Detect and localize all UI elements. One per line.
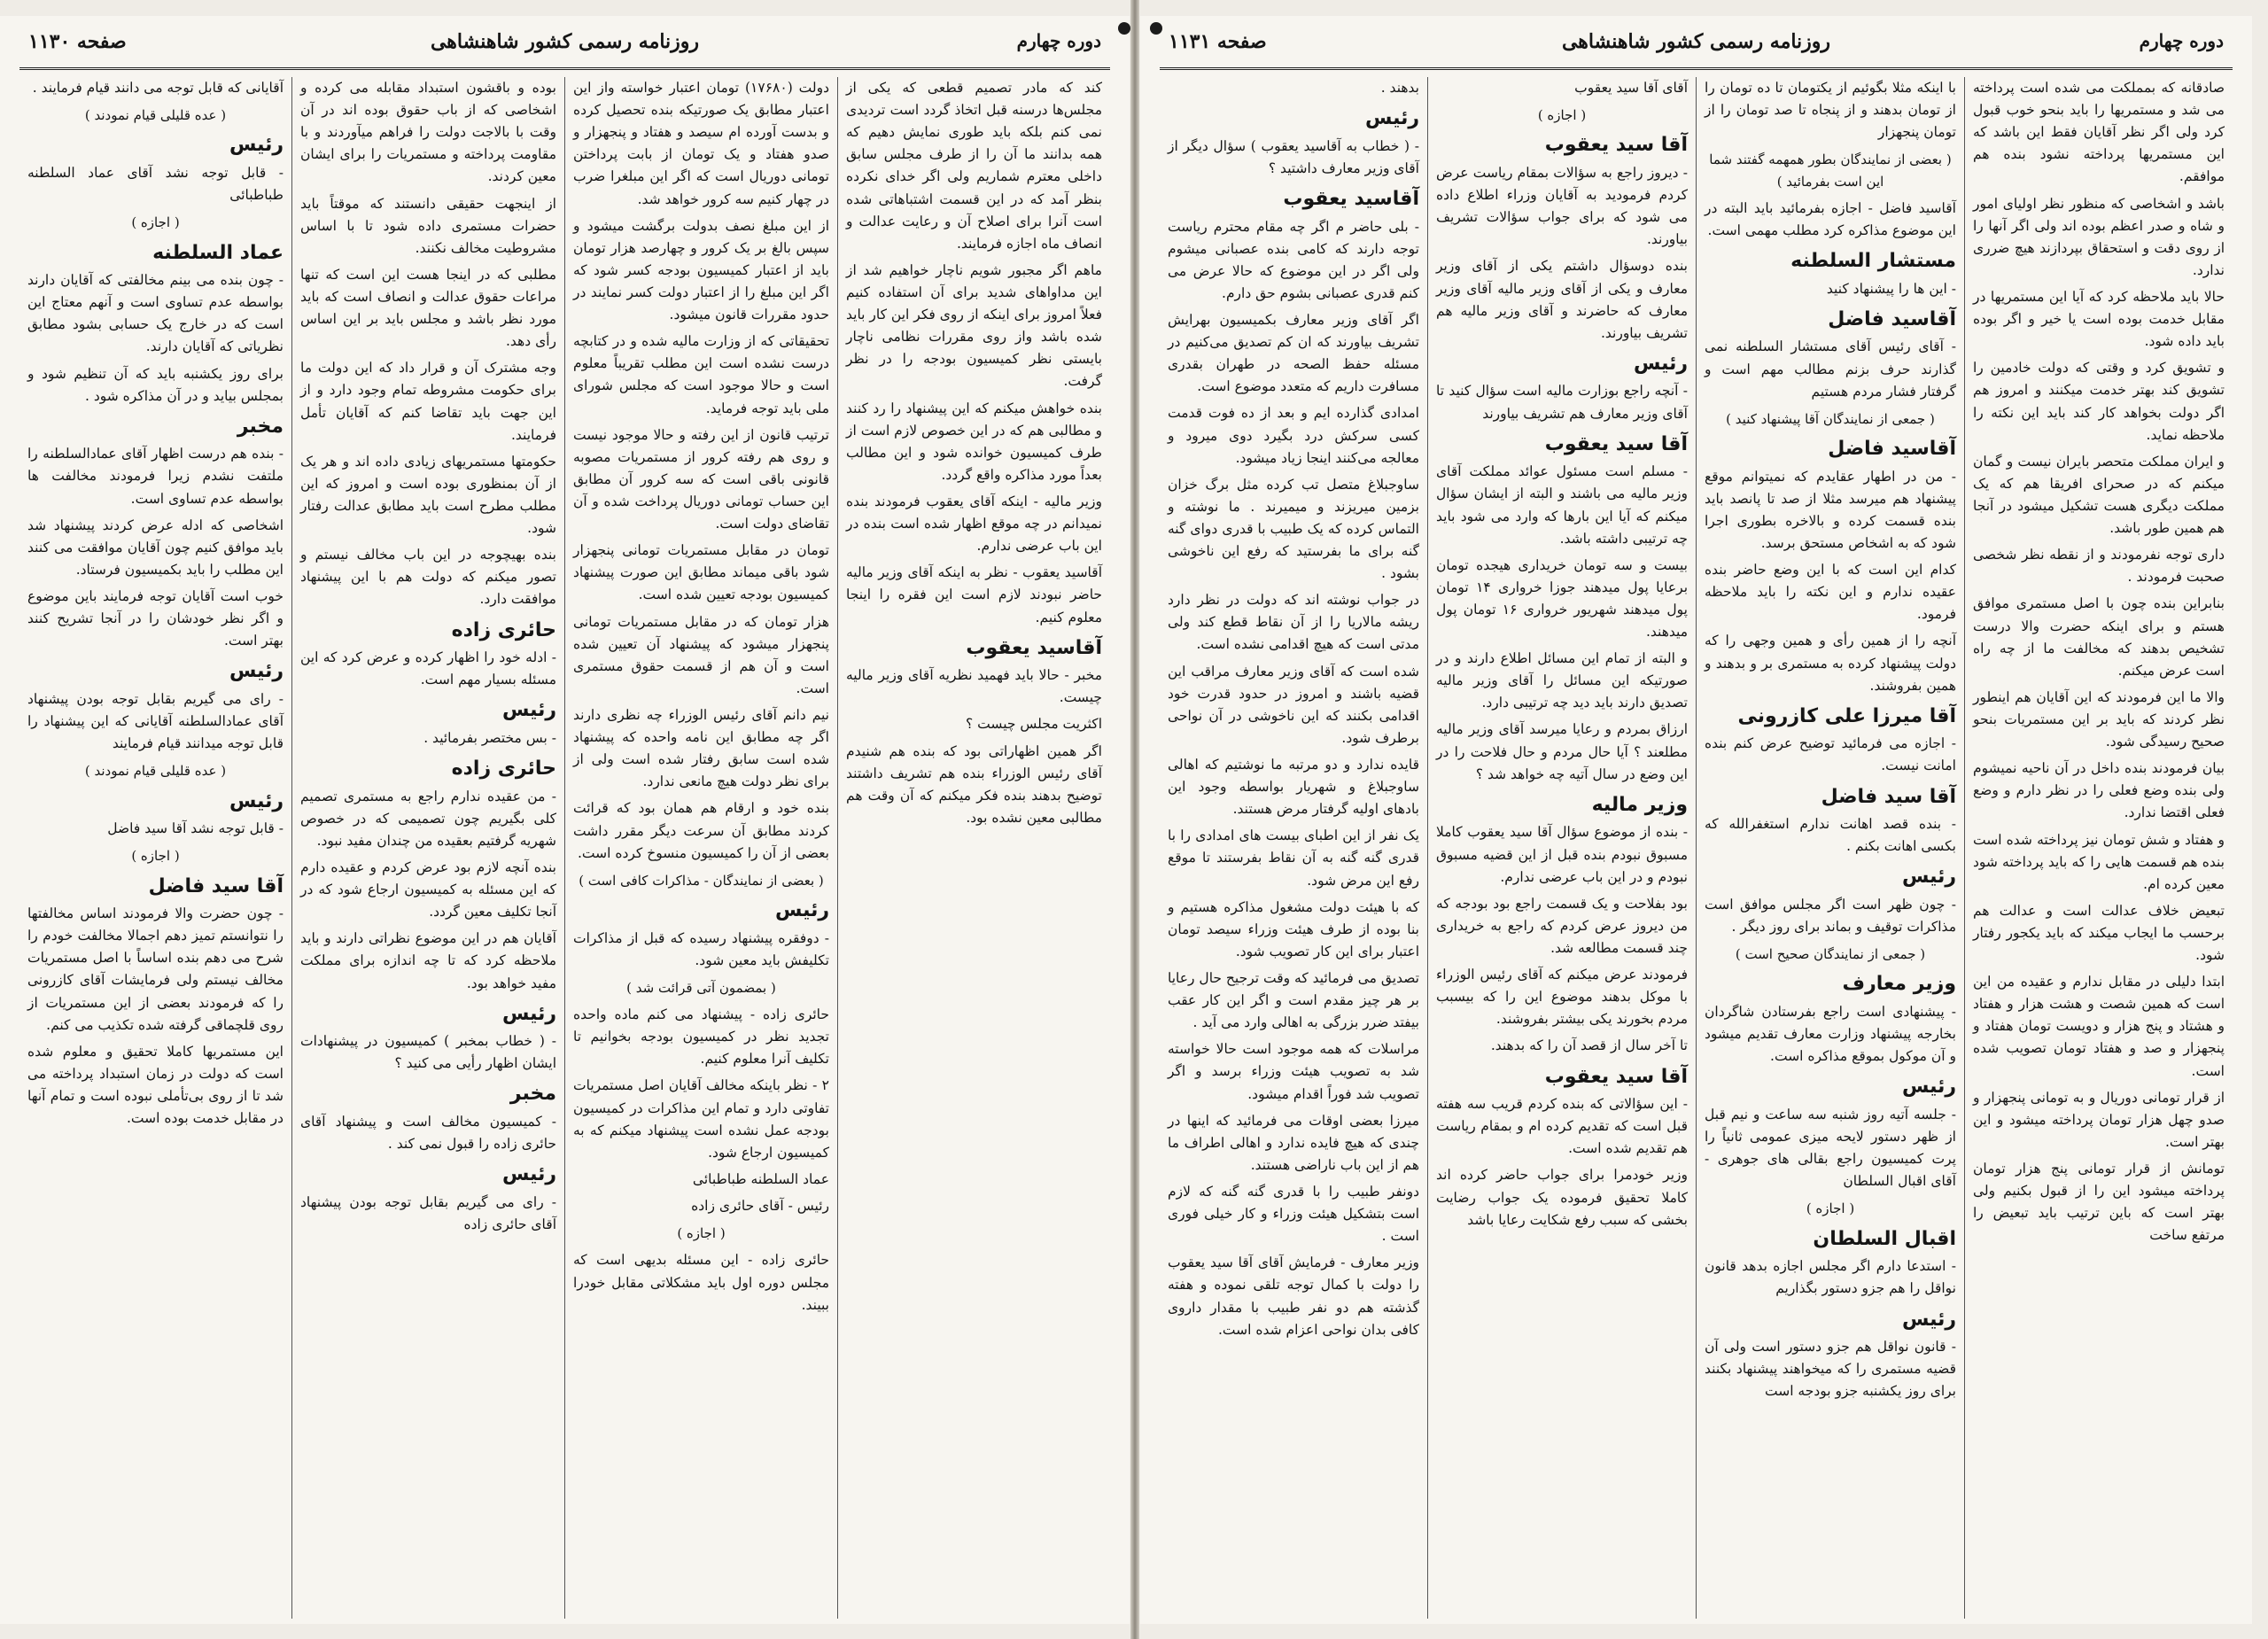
- paragraph: ساوجبلاغ متصل تب کرده مثل برگ خزان بزمین میریزند و میمیرند . ما نوشته و التماس کرده که یک طبیب با قدری دوای گنه گنه برای ما بفرستید که رفع این ناخوشی بشود .: [1168, 476, 1419, 582]
- speaker-name: آقا سید فاضل: [148, 874, 284, 897]
- speaker-name: رئیس: [1633, 352, 1688, 375]
- header-title: روزنامه رسمی کشور شاهنشاهی: [430, 30, 700, 53]
- paragraph: آقاسید فاضل - اجازه بفرمائید باید البته در این موضوع مذاکره کرد مطلب مهمی است.: [1705, 199, 1956, 239]
- paragraph: مراسلات که همه موجود است حالا خواسته شد به تصویب هیئت وزراء برسد و اگر تصویب شد فوراً اقدام میشود.: [1168, 1041, 1419, 1102]
- paragraph: هزار تومان که در مقابل مستمریات تومانی پنجهزار میشود که پیشنهاد آن تعیین شده است و آن هم از قسمت حقوق مستمری است.: [573, 613, 829, 696]
- paragraph: و البته از تمام این مسائل اطلاع دارند و در صورتیکه این مسائل را آقای وزیر مالیه تصدیق دارند باید دید چه ترتیبی دارد.: [1436, 650, 1688, 711]
- paragraph: - جلسه آتیه روز شنبه سه ساعت و نیم قبل از ظهر دستور لایحه میزی عمومی ثانیاً را پرت کمیسیون راجع بقالی های جوهری - آقای اقبال السلطان: [1705, 1107, 1956, 1190]
- paragraph: از قرار تومانی دوریال و به تومانی پنجهزار و صدو چهل هزار تومان پرداخته میشود و این بهتر است.: [1973, 1089, 2225, 1150]
- stage-direction: ( اجازه ): [677, 1225, 726, 1242]
- stage-direction: ( بعضی از نمایندگان بطور همهمه گفتند شما این است بفرمائید ): [1709, 151, 1952, 190]
- paragraph: - ادله خود را اظهار کرده و عرض کرد که این مسئله بسیار مهم است.: [300, 649, 556, 688]
- page-header: [1160, 16, 2233, 70]
- paragraph: تحقیقاتی که از وزارت مالیه شده و در کتابچه درست نشده است این مطلب تقریباً معلوم است و حالا موجود است که مجلس شورای ملی باید توجه فرماید.: [573, 333, 829, 416]
- paragraph: بنده بهیچوجه در این باب مخالف نیستم و تصور میکنم که دولت هم با این پیشنهاد موافقت دارد.: [300, 547, 556, 608]
- speaker-name: مستشار السلطنه: [1790, 250, 1956, 273]
- paragraph: - چون ظهر است اگر مجلس موافق است مذاکرات توقیف و بماند برای روز دیگر .: [1705, 896, 1956, 936]
- speaker-name: آقا سید یعقوب: [1544, 1065, 1688, 1088]
- stage-direction: ( عده قلیلی قیام نمودند ): [84, 763, 227, 780]
- paragraph: شده است که آقای وزیر معارف مراقب این قضیه باشند و امروز در حدود قدرت خود اقدامی بکنند که این ناخوشی در آن نواحی برطرف شود.: [1168, 663, 1419, 746]
- text-column: [19, 77, 291, 1619]
- paragraph: ابتدا دلیلی در مقابل ندارم و عقیده من این است که همین شصت و هشت هزار و هفتاد و هشتاد و پنج هزار و دویست تومان هفتاد و پنجهزار و صد و هفتاد تومان تصویب شده است.: [1973, 974, 2225, 1079]
- text-column: [1964, 77, 2233, 1619]
- paragraph: حکومتها مستمریهای زیادی داده اند و هر یک از آن بمنظوری بوده است و امروز که این مطلب مطرح است باید مطابق عدالت رفتار شود.: [300, 453, 556, 537]
- paragraph: بدهند .: [1380, 80, 1419, 96]
- speaker-name: آقا سید یعقوب: [1544, 432, 1688, 455]
- left-page: [1140, 16, 2252, 1624]
- speaker-name: رئیس: [229, 789, 284, 812]
- paragraph: در جواب نوشته اند که دولت در نظر دارد ریشه مالاریا را از آن نقاط قطع کند ولی مدتی است که هیچ اقدامی نشده است.: [1168, 592, 1419, 653]
- stage-direction: ( عده قلیلی قیام نمودند ): [84, 107, 227, 124]
- paragraph: حالا باید ملاحظه کرد که آیا این مستمریها در مقابل خدمت بوده است یا خیر و اگر بوده باید داده شود.: [1973, 288, 2225, 350]
- header-page-number: صفحه ۱۱۳۰: [28, 30, 127, 53]
- paragraph: بنده خواهش میکنم که این پیشنهاد را رد کنند و مطالبی هم که در این خصوص لازم است از طرف کمیسیون خوانده شود و این مطالب بعداً مورد مذاکره واقع گردد.: [846, 400, 1102, 483]
- speaker-name: آقا میرزا علی کازرونی: [1737, 704, 1956, 727]
- stage-direction: ( بعضی از نمایندگان - مذاکرات کافی است ): [579, 872, 824, 889]
- paragraph: آقای آقا سید یعقوب: [1574, 80, 1688, 96]
- text-column: [1160, 77, 1427, 1619]
- text-column: [837, 77, 1110, 1619]
- paragraph: - اجازه می فرمائید توضیح عرض کنم بنده امانت نیست.: [1705, 735, 1956, 774]
- paragraph: بیست و سه تومان خریداری هیجده تومان برعایا پول میدهند جوزا خرواری ۱۴ تومان پول میدهند شهریور خرواری ۱۶ تومان پول میدهند.: [1436, 556, 1689, 641]
- paragraph: - بلی حاضر م اگر چه مقام محترم ریاست توجه دارند که کامی بنده عصبانی میشوم ولی اگر در این موضوع که حالا عرض می کنم قدری عصبانی بشوم حق دارم.: [1168, 218, 1419, 301]
- paragraph: که با هیئت دولت مشغول مذاکره هستیم و بنا بوده از طرف هیئت وزراء سیصد تومان اعتبار برای این کار تصویب شود.: [1168, 898, 1419, 959]
- paragraph: باشد و اشخاصی که منظور نظر اولیای امور و شاه و صدر اعظم بوده اند ولی اگر آنها را از روی دقت و استحقاق بپردازند هیچ ضرری ندارد.: [1973, 195, 2225, 278]
- header-edition: دوره چهارم: [2139, 30, 2224, 51]
- speaker-name: عماد السلطنه: [152, 241, 284, 264]
- paragraph: فرمودند عرض میکنم که آقای رئیس الوزراء با موکل بدهند موضوع این را که بیسبب مردم بخورند یکی بیشتر بفروشند.: [1436, 967, 1688, 1028]
- paragraph: آقاسید یعقوب - نظر به اینکه آقای وزیر مالیه حاضر نبودند لازم است این فقره را اینجا معلوم کنیم.: [846, 564, 1102, 625]
- paragraph: - استدعا دارم اگر مجلس اجازه بدهد قانون نواقل را هم جزو دستور بگذاریم: [1705, 1258, 1956, 1297]
- paragraph: - بنده هم درست اظهار آقای عمادالسلطنه را ملتفت نشدم زیرا فرمودند مخالفت ها بواسطه عدم تساوی است.: [27, 446, 284, 507]
- paragraph: حائری زاده - پیشنهاد می کنم ماده واحده تجدید نظر در کمیسیون بودجه بخوانیم تا تکلیف آنرا معلوم کنیم.: [573, 1006, 829, 1068]
- speaker-name: آقاسید فاضل: [1828, 438, 1956, 461]
- binding-hole: [1150, 22, 1162, 35]
- paragraph: - پیشنهادی است راجع بفرستادن شاگردان بخارجه پیشنهاد وزارت معارف تقدیم میشود و آن موکول بموقع مذاکره است.: [1705, 1004, 1956, 1065]
- binding-hole: [1118, 22, 1130, 35]
- stage-direction: ( اجازه ): [131, 214, 180, 231]
- paragraph: - بس مختصر بفرمائید .: [423, 729, 556, 746]
- paragraph: - من عقیده ندارم راجع به مستمری تصمیم کلی بگیریم چون تصمیمی که در خصوص شهریه گرفتیم بعقیده من چندان مفید نبود.: [300, 788, 556, 849]
- paragraph: از اینجهت حقیقی دانستند که موقتاً باید حضرات مستمری داده شود تا با اساس مشروطیت مخالف نکنند.: [300, 195, 556, 256]
- paragraph: ۲ - نظر باینکه مخالف آقایان اصل مستمریات تفاوتی دارد و تمام این مذاکرات در کمیسیون بودجه عمل نشده است پیشنهاد میکنم که به کمیسیون ارجاع شود.: [573, 1077, 829, 1161]
- header-edition: دوره چهارم: [1016, 30, 1101, 51]
- header-page-number: صفحه ۱۱۳۱: [1169, 30, 1267, 53]
- paragraph: و هفتاد و شش تومان نیز پرداخته شده است بنده هم قسمت هایی را که باید پرداخته شود معین کرده ام.: [1973, 831, 2225, 892]
- paragraph: بوده و باقشون استبداد مقابله می کرده و اشخاصی که از باب حقوق بوده اند در آن وقت با بالاجت دولت را فراهم میآوردند و با مقاومت پرداخته و مستمریات را برای ایشان معین کردند.: [300, 80, 556, 185]
- paragraph: خوب است آقایان توجه فرمایند باین موضوع و اگر نظر خودشان را در آنجا تشریح کنند بهتر است.: [27, 588, 284, 649]
- paragraph: امدادی گذارده ایم و بعد از ده فوت قدمت کسی سرکش درد بگیرد دوی میرود و معالجه می‌کنند اینجا زیاد میشود.: [1168, 405, 1419, 466]
- speaker-name: رئیس: [229, 660, 284, 683]
- speaker-name: اقبال السلطان: [1813, 1227, 1956, 1250]
- paragraph: - قابل توجه نشد آقا سید فاضل: [107, 820, 284, 837]
- paragraph: اگر همین اظهاراتی بود که بنده هم شنیدم آقای رئیس الوزراء بنده هم تشریف داشتند توضیح بدهند بنده فکر میکنم که آن وقت هم مطالبی معین نشده بود.: [846, 742, 1102, 826]
- speaker-name: آقاسید فاضل: [1828, 307, 1956, 330]
- speaker-name: رئیس: [1901, 866, 1956, 889]
- paragraph: اشخاصی که ادله عرض کردند پیشنهاد شد باید موافق کنیم چون آقایان موافقت می کنند این مطلب را باید بکمیسیون فرستاد.: [27, 517, 284, 578]
- text-columns: [1160, 77, 2233, 1619]
- paragraph: تومان در مقابل مستمریات تومانی پنجهزار شود باقی میماند مطابق این صورت پیشنهاد کمیسیون بودجه تعیین شده است.: [573, 542, 829, 603]
- speaker-name: آقاسید یعقوب: [966, 636, 1102, 659]
- paragraph: ترتیب قانون از این رفته و حالا موجود نیست و روی هم رفته کرور از مستمریات مصوبه قانونی باقی است که سه کرور آن مطابق این حساب تومانی دوریال پرداخت شده و آن تقاضای دولت است.: [573, 426, 829, 532]
- paragraph: وزیر مالیه - اینکه آقای یعقوب فرمودند بنده نمیدانم در چه موقع اظهار شده است بنده در این باب عرضی ندارم.: [846, 493, 1102, 555]
- paragraph: بنده آنچه لازم بود عرض کردم و عقیده دارم که این مسئله به کمیسیون ارجاع شود که در آنجا تکلیف معین گردد.: [300, 858, 556, 920]
- right-page: [0, 16, 1130, 1624]
- paragraph: - این سؤالاتی که بنده کردم قریب سه هفته قبل است که تقدیم کرده ام و بمقام ریاست هم تقدیم شده است.: [1436, 1096, 1688, 1157]
- paragraph: دولت (۱۷۶۸۰) تومان اعتبار خواسته واز این اعتبار مطابق یک صورتیکه بنده تحصیل کرده و بدست آورده ام سیصد و هفتاد و پنجهزار و صدو هفتاد و یک تومان از بابت پرداختن تومانی دوریال است که اگر این مبلغرا ضرب در چهار کنیم سه کرور خواهد شد.: [573, 80, 829, 207]
- paragraph: والا ما این فرمودند که این آقایان هم اینطور نظر کردند که باید بر این مستمریات بنحو صحیح رسیدگی شود.: [1973, 688, 2225, 750]
- paragraph: - بنده قصد اهانت ندارم استغفرالله که بکسی اهانت بکنم .: [1705, 816, 1956, 855]
- paragraph: تا آخر سال از قصد آن را که بدهند.: [1490, 1037, 1688, 1054]
- text-column: [1427, 77, 1696, 1619]
- speaker-name: رئیس: [501, 1002, 556, 1025]
- paragraph: تومانش از قرار تومانی پنج هزار تومان پرداخته میشود این را از قبول بکنیم ولی بهتر است که باین ترتیب باید تبعیض را مرتفع ساخت: [1973, 1161, 2225, 1244]
- paragraph: وزیر خودمرا برای جواب حاضر کرده اند کاملا تحقیق فرموده یک جواب رضایت بخشی که سبب رفع شکایت رعایا باشد: [1436, 1167, 1688, 1228]
- text-column: [564, 77, 837, 1619]
- speaker-name: مخبر: [237, 415, 284, 438]
- speaker-name: آقا سید فاضل: [1821, 785, 1956, 808]
- paragraph: رئیس - آقای حائری زاده: [691, 1198, 829, 1214]
- paragraph: - آقای رئیس آقای مستشار السلطنه نمی گذارند حرف بزنم مطالب مهم است و گرفتار فشار مردم هستیم: [1705, 338, 1956, 400]
- paragraph: این مستمریها کاملا تحقیق و معلوم شده است که دولت در زمان استبداد پرداخته می شد تا از روی بی‌تأملی نبوده است و تمام آنها در مقابل خدمت بوده است.: [27, 1043, 284, 1127]
- paragraph: کدام این است که با این وضع حاضر بنده عقیده ندارم و این نکته را باید ملاحظه فرمود.: [1705, 562, 1956, 623]
- paragraph: - رای می گیریم بقابل توجه بودن پیشنهاد آقای حائری زاده: [300, 1193, 556, 1232]
- paragraph: بیان فرمودند بنده داخل در آن ناحیه نمیشوم ولی بنده وضع فعلی را در نظر دارم و وضع فعلی اقتضا ندارد.: [1973, 760, 2225, 821]
- stage-direction: ( بمضمون آتی قرائت شد ): [626, 979, 776, 996]
- paragraph: - قانون نواقل هم جزو دستور است ولی آن قضیه مستمری را که میخواهند پیشنهاد بکنند برای روز یکشنبه جزو بودجه است: [1705, 1339, 1956, 1400]
- paragraph: برای روز یکشنبه باید که آن تنظیم شود و بمجلس بیاید و در آن مذاکره شود .: [27, 365, 284, 404]
- paragraph: حائری زاده - این مسئله بدیهی است که مجلس دوره اول باید مشکلاتی مقابل خودرا ببیند.: [573, 1252, 829, 1313]
- paragraph: - مسلم است مسئول عوائد مملکت آقای وزیر مالیه می باشند و البته از ایشان سؤال میکنم که آیا این بارها که وارد می شود باید چه ترتیبی داشته باشد.: [1436, 463, 1688, 547]
- paragraph: تصدیق می فرمائید که وقت ترجیح حال رعایا بر هر چیز مقدم است و اگر این کار عقب بیفتد ضرر بزرگی به اهالی وارد می آید .: [1168, 970, 1419, 1031]
- paragraph: از این مبلغ نصف بدولت برگشت میشود و سپس بالغ بر یک کرور و چهارصد هزار تومان باید از اعتبار کمیسیون بودجه کسر شود که اگر این مبلغ را از اعتبار دولت کسر نمایند در حدود مقررات قانون میشود.: [573, 217, 829, 323]
- paragraph: بنده دوسؤال داشتم یکی از آقای وزیر معارف و یکی از آقای وزیر مالیه آقای وزیر معارف که حاضرند و آقای وزیر مالیه هم تشریف بیاورند.: [1436, 258, 1688, 341]
- speaker-name: وزیر معارف: [1842, 973, 1956, 996]
- paragraph: با اینکه مثلا بگوئیم از یکتومان تا ده تومان را از تومان بدهند و از پنجاه تا صد تومان را از تومان پنجهزار: [1705, 80, 1956, 141]
- stage-direction: ( اجازه ): [131, 848, 180, 865]
- paragraph: بنابراین بنده چون با اصل مستمری موافق هستم و برای اینکه حضرت والا درست تشخیص بدهند که مخالفت ما از چه راه است عرض میکنم.: [1973, 595, 2225, 679]
- speaker-name: رئیس: [1901, 1076, 1956, 1099]
- stage-direction: ( جمعی از نمایندگان آقا پیشنهاد کنید ): [1726, 410, 1935, 427]
- text-column: [291, 77, 564, 1619]
- paragraph: آقایان هم در این موضوع نظراتی دارند و باید ملاحظه کرد که تا چه اندازه برای مملکت مفید خواهد بود.: [300, 930, 556, 991]
- speaker-name: حائری زاده: [451, 618, 556, 641]
- paragraph: - کمیسیون مخالف است و پیشنهاد آقای حائری زاده را قبول نمی کند .: [300, 1114, 556, 1153]
- paragraph: - بنده از موضوع سؤال آقا سید یعقوب کاملا مسبوق نبودم بنده قبل از این قضیه مسبوق نبودم و در این باب عرضی ندارم.: [1436, 824, 1688, 885]
- speaker-name: رئیس: [774, 899, 829, 922]
- paragraph: و تشویق کرد و وقتی که دولت خادمین را تشویق کند بهتر خدمت میکنند و امروز هم اگر دولت بخواهد کار کند باید این نکته را ملاحظه نماید.: [1973, 360, 2225, 443]
- paragraph: - این ها را پیشنهاد کنید: [1826, 280, 1956, 297]
- paragraph: داری توجه نفرمودند و از نقطه نظر شخصی صحبت فرمودند .: [1973, 547, 2225, 586]
- paragraph: ماهم اگر مجبور شویم ناچار خواهیم شد از این مداواهای شدید برای آن استفاده کنیم فعلاً امروز برای اینکه از روی فکر این کار باید شده باشد واز روی مقررات نظامی ناچار بایستی نظر کمیسیون بودجه را در نظر گرفت.: [846, 261, 1102, 390]
- speaker-name: آقاسید یعقوب: [1283, 187, 1419, 210]
- stage-direction: ( اجازه ): [1537, 107, 1587, 124]
- paragraph: ارزاق بمردم و رعایا میرسد آقای وزیر مالیه مطلعند ؟ آیا حال مردم و حال فلاحت را در این وضع در سال آتیه چه خواهد شد ؟: [1436, 721, 1688, 782]
- speaker-name: رئیس: [1364, 107, 1419, 130]
- paragraph: اگر آقای وزیر معارف بکمیسیون بهرایش تشریف بیاورند که ان کم تصدیق می‌کنیم در مسئله حفظ الصحه در طهران بقدری مسافرت داریم که متعدد موضوع است.: [1168, 311, 1419, 395]
- paragraph: - آنچه راجع بوزارت مالیه است سؤال کنید تا آقای وزیر معارف هم تشریف بیاورند: [1436, 383, 1688, 422]
- paragraph: دونفر طبیب را با قدری گنه گنه که لازم است بتشکیل هیئت وزراء و کار خیلی فوری است .: [1168, 1184, 1419, 1245]
- paragraph: - چون حضرت والا فرمودند اساس مخالفتها را نتوانستم تمیز دهم اجمالا مخالفت خودم را شرح می دهم بنده اساساً با اصل مستمریات مخالف نیستم ولی فرمایشات آقای کازرونی را که فرمودند بعضی از این مستمریات از روی قلچماقی گرفته شده تکذیب می کنم.: [27, 905, 284, 1033]
- paragraph: و ایران مملکت متحصر بایران نیست و گمان میکنم که در صحرای افریقا هم که یک مملکت دیگری هست تشکیل میشود در آنجا هم همین طور باشد.: [1973, 453, 2225, 537]
- paragraph: نیم دانم آقای رئیس الوزراء چه نظری دارند اگر چه مطابق این نامه واحده که پیشنهاد شده است سابق رفتار شده است ولی از برای نظر دولت هیچ مانعی ندارد.: [573, 706, 829, 790]
- speaker-name: رئیس: [1901, 1308, 1956, 1331]
- paragraph: کند که مادر تصمیم قطعی که یکی از مجلس‌ها درسنه قبل اتخاذ گردد است تردیدی نمی کنم بلکه باید طوری نمایش دهیم که همه بدانند ما آن را از طرف مجلس سابق داخلی معترم شماریم ولی اگر خدای نکرده بنظر آمد که در این قسمت اشتباهاتی شده است آنرا برای اصلاح آن و رعایت عدالت و انصاف ماه اجازه فرمایند.: [846, 80, 1102, 252]
- paragraph: تبعیض خلاف عدالت است و عدالت هم برحسب ما ایجاب میکند که باید یکجور رفتار شود.: [1973, 902, 2225, 964]
- paragraph: عماد السلطنه طباطبائی: [692, 1170, 829, 1187]
- paragraph: مطلبی که در اینجا هست این است که تنها مراعات حقوق عدالت و انصاف است که باید مورد نظر باشد و مجلس باید بر این اساس رأی دهد.: [300, 266, 556, 350]
- paragraph: مخبر - حالا باید فهمید نظریه آقای وزیر مالیه چیست.: [846, 667, 1102, 706]
- paragraph: - دوفقره پیشنهاد رسیده که قبل از مذاکرات تکلیفش باید معین شود.: [573, 929, 829, 968]
- header-title: روزنامه رسمی کشور شاهنشاهی: [1561, 30, 1831, 53]
- paragraph: - دیروز راجع به سؤالات بمقام ریاست عرض کردم فرمودید به آقایان وزراء اطلاع داده می شود که برای جواب سؤالات تشریف بیاورند.: [1436, 165, 1688, 248]
- speaker-name: رئیس: [501, 1163, 556, 1186]
- paragraph: - ( خطاب به آقاسید یعقوب ) سؤال دیگر از آقای وزیر معارف داشتید ؟: [1168, 137, 1419, 176]
- paragraph: قایده ندارد و دو مرتبه ما نوشتیم که اهالی ساوجبلاغ و شهریار بواسطه وجود این بادهای اولیه گرفتار مرض هستند.: [1168, 757, 1419, 818]
- paragraph: وزیر معارف - فرمایش آقای آقا سید یعقوب را دولت با کمال توجه تلقی نموده و هفته گذشته هم دو نفر طبیب با مقدار داروی کافی بدان نواحی اعزام شده است.: [1168, 1254, 1419, 1338]
- paragraph: وجه مشترک آن و قرار داد که این دولت ما برای حکومت مشروطه تمام وجود دارد و از این جهت باید تقاضا کنم که آقایان تأمل فرمایند.: [300, 360, 556, 443]
- speaker-name: حائری زاده: [451, 757, 556, 781]
- paragraph: - قابل توجه نشد آقای عماد السلطنه طباطبائی: [27, 165, 284, 204]
- speaker-name: رئیس: [501, 699, 556, 722]
- paragraph: صادقانه که بمملکت می شده است پرداخته می شد و مستمریها را باید بنحو خوب قبول کرد ولی اگر نظر آقایان فقط این باشد که این مستمریها پرداخته نشود بنده هم موافقم.: [1973, 80, 2225, 185]
- speaker-name: مخبر: [509, 1083, 556, 1106]
- speaker-name: وزیر مالیه: [1591, 793, 1688, 816]
- paragraph: بود بفلاحت و یک قسمت راجع بود بودجه که من دیروز عرض کردم که راجع به خریداری چند قسمت مطالعه شد.: [1436, 895, 1688, 956]
- stage-direction: ( جمعی از نمایندگان صحیح است ): [1735, 946, 1926, 963]
- paragraph: - رای می گیریم بقابل توجه بودن پیشنهاد آقای عمادالسلطنه آقایانی که این پیشنهاد را قابل توجه میدانند قیام فرمایند: [27, 690, 284, 752]
- paragraph: اکثریت مجلس چیست ؟: [966, 716, 1102, 733]
- paragraph: میرزا بعضی اوقات می فرمائید که اینها در چندی که هیچ فایده ندارد و اهالی اطراف ما هم از این باب ناراضی هستند.: [1168, 1112, 1419, 1173]
- paragraph: - چون بنده می بینم مخالفتی که آقایان دارند بواسطه عدم تساوی است و آنهم معتاج این است که در خارج یک حسابی بشود مطابق نظریاتی که آقایان دارند.: [27, 272, 284, 355]
- paragraph: یک نفر از این اطبای بیست های امدادی را با قدری گنه گنه به آن نقاط بفرستند تا موقع رفع این مرض شود.: [1168, 827, 1419, 889]
- stage-direction: ( اجازه ): [1806, 1200, 1855, 1217]
- page-gutter: [1130, 0, 1139, 1639]
- paragraph: - ( خطاب بمخبر ) کمیسیون در پیشنهادات ایشان اظهار رأیی می کنید ؟: [300, 1033, 556, 1072]
- paragraph: - من در اطهار عقایدم که نمیتوانم موقع پیشنهاد هم میرسد مثلا از صد تا پانصد باید بنده قسمت کرده و بالاخره بطوری اجرا شود که به اشخاص مستحق برسد.: [1705, 468, 1956, 551]
- paragraph: آنچه را از همین رأی و همین وجهی را که دولت پیشنهاد کرده به مستمری بر و بدهند و همین بفروشند.: [1705, 633, 1956, 694]
- speaker-name: رئیس: [229, 134, 284, 157]
- paragraph: بنده خود و ارقام هم همان بود که قرائت کردند مطابق آن سرعت دیگر مقرر داشت بعضی از آن را کمیسیون منسوخ کرده است.: [573, 800, 829, 861]
- speaker-name: آقا سید یعقوب: [1544, 134, 1688, 157]
- paragraph: آقایانی که قابل توجه می دانند قیام فرمایند .: [32, 80, 284, 96]
- text-columns: [19, 77, 1110, 1619]
- page-header: [19, 16, 1110, 70]
- text-column: [1696, 77, 1964, 1619]
